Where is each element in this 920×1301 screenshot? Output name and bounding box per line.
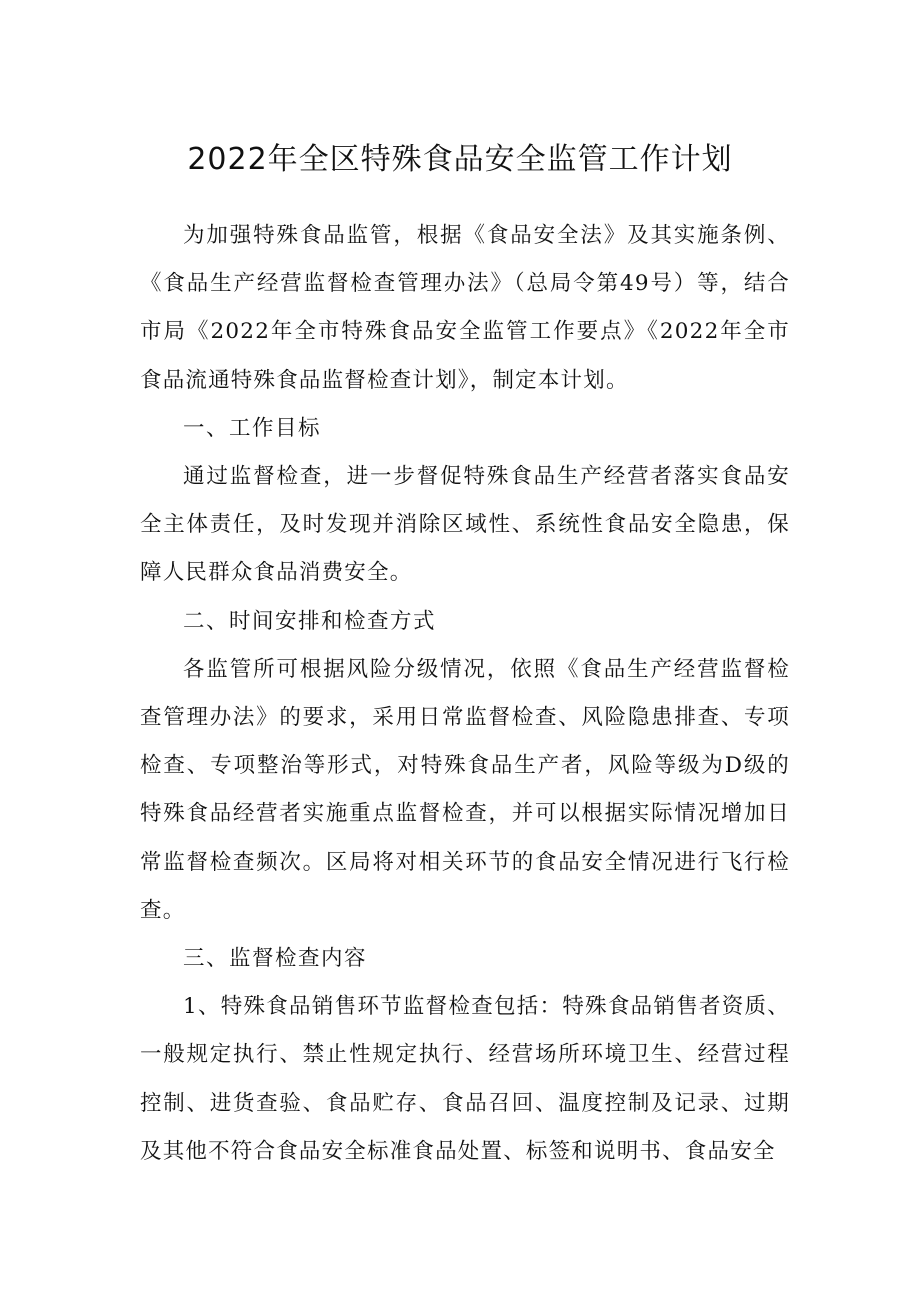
section-heading: 一、工作目标 xyxy=(183,415,322,441)
document-title: 2022年全区特殊食品安全监管工作计划 xyxy=(187,142,733,177)
section-heading: 三、监督检查内容 xyxy=(183,946,368,972)
section-paragraph: 1、特殊食品销售环节监督检查包括：特殊食品销售者资质、一般规定执行、禁止性规定执行、经营场所环境卫生、经营过程控制、进货查验、食品贮存、食品召回、温度控制及记录、过期及其他不符合食品安全标准食品处置、标签和说明书、食品安全 xyxy=(140,994,790,1164)
section-paragraph: 通过监督检查，进一步督促特殊食品生产经营者落实食品安全主体责任，及时发现并消除区域性、系统性食品安全隐患，保障人民群众食品消费安全。 xyxy=(140,464,790,586)
section-heading: 二、时间安排和检查方式 xyxy=(183,608,437,634)
section-work-goals xyxy=(140,405,790,598)
section-schedule-and-methods xyxy=(140,598,790,935)
document-body xyxy=(140,212,790,1176)
section-paragraph: 各监管所可根据风险分级情况，依照《食品生产经营监督检查管理办法》的要求，采用日常监督检查、风险隐患排查、专项检查、专项整治等形式，对特殊食品生产者，风险等级为D级的特殊食品经营者实施重点监督检查，并可以根据实际情况增加日常监督检查频次。区局将对相关环节的食品安全情况进行飞行检查。 xyxy=(140,656,790,923)
intro-paragraph: 为加强特殊食品监管，根据《食品安全法》及其实施条例、《食品生产经营监督检查管理办法》（总局令第49号）等，结合市局《2022年全市特殊食品安全监管工作要点》《2022年全市食品流通特殊食品监督检查计划》，制定本计划。 xyxy=(140,223,790,393)
section-inspection-content xyxy=(140,935,790,1176)
